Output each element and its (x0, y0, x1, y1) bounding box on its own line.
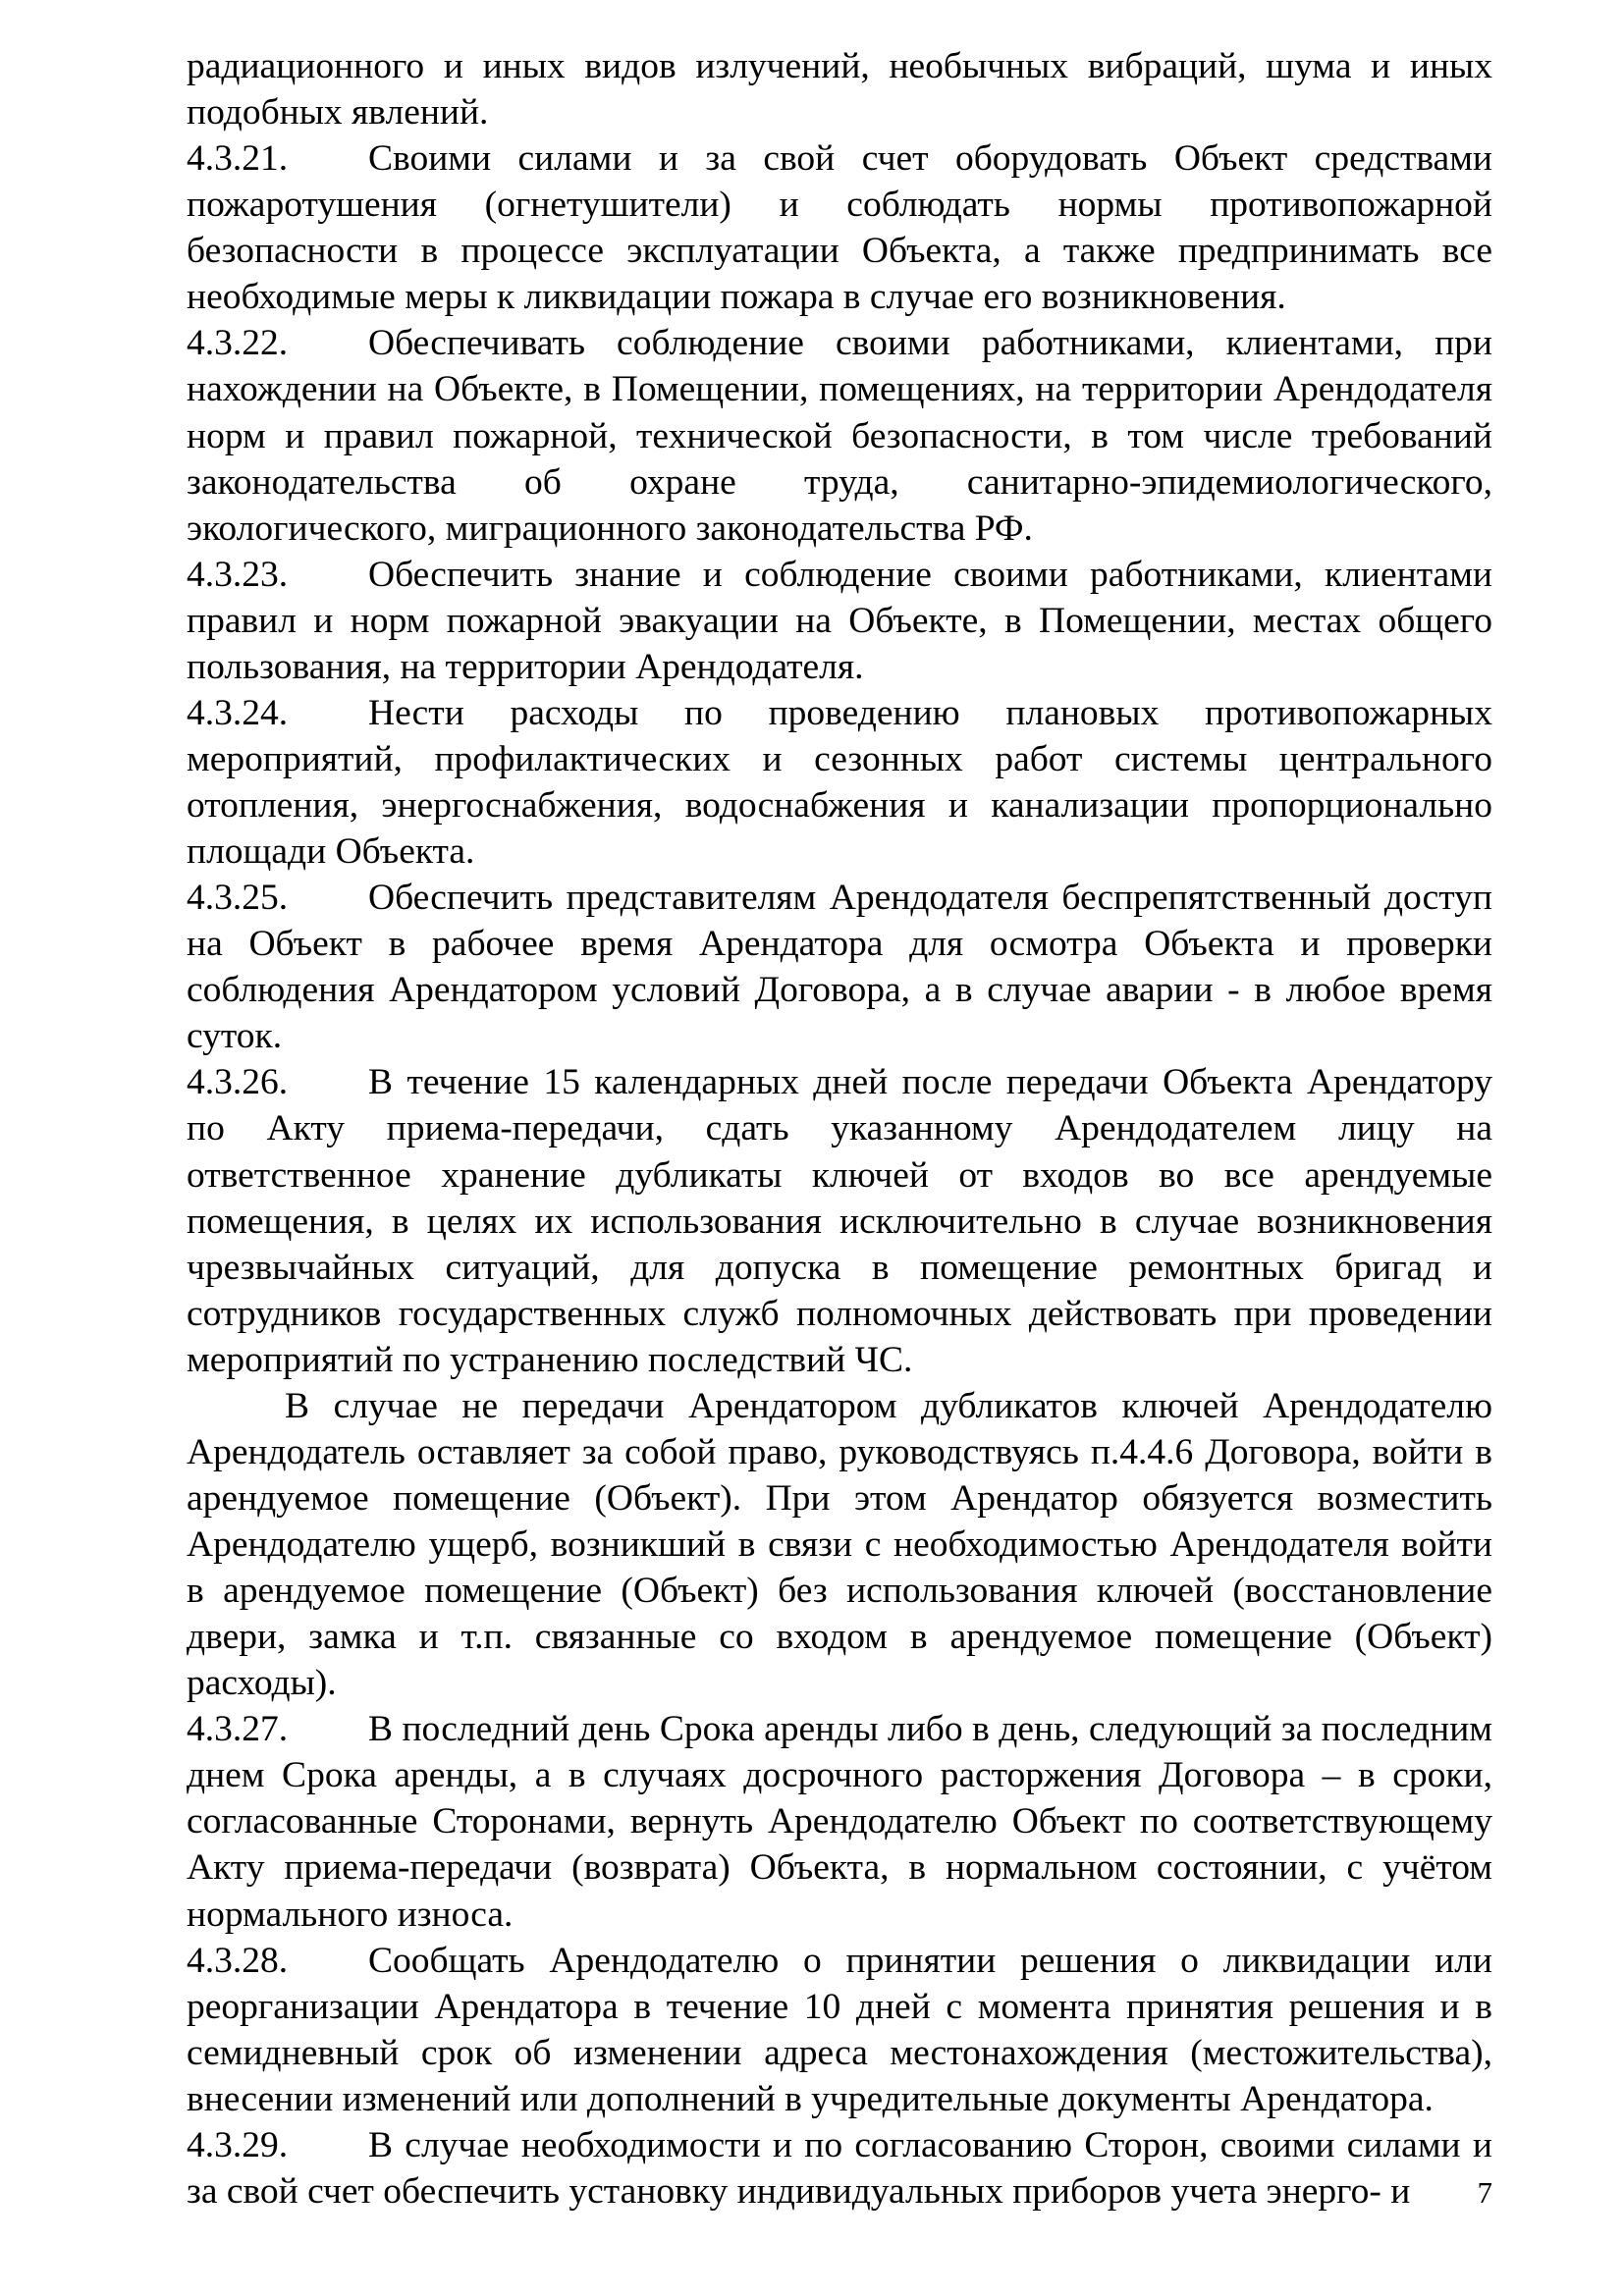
clause-paragraph (187, 875, 1492, 1059)
clause-number: 4.3.27. (187, 1709, 289, 1750)
clause-paragraph (187, 1938, 1492, 2122)
body-paragraph (187, 43, 1492, 135)
clause-text: В случае необходимости и по согласованию Сторон, своими силами и за свой счет обеспечить установку индивидуальных приборов учета энерго- и (187, 2124, 1492, 2212)
clause-text: Обеспечить знание и соблюдение своими работниками, клиентами правил и норм пожарной эвакуации на Объекте, в Помещении, местах общего пользования, на территории Арендодателя. (187, 554, 1492, 687)
body-paragraph (187, 1383, 1492, 1706)
clause-text: В последний день Срока аренды либо в день, следующий за последним днем Срока аренды, а в случаях досрочного расторжения Договора – в сроки, согласованные Сторонами, вернуть Арендодателю Объект по соответствующему Акту приема-передачи (возврата) Объекта, в нормальном состоянии, с учётом нормального износа. (187, 1709, 1492, 1935)
clause-text: В течение 15 календарных дней после передачи Объекта Арендатору по Акту приема-передачи, сдать указанному Арендодателем лицу на ответственное хранение дубликаты ключей от входов во все арендуемые помещения, в целях их использования исключительно в случае возникновения чрезвычайных ситуаций, для допуска в помещение ремонтных бригад и сотрудников государственных служб полномочных действовать при проведении мероприятий по устранению последствий ЧС. (187, 1062, 1492, 1380)
clause-text: Нести расходы по проведению плановых противопожарных мероприятий, профилактических и сезонных работ системы центрального отопления, энергоснабжения, водоснабжения и канализации пропорционально площади Объекта. (187, 692, 1492, 873)
clause-paragraph (187, 1059, 1492, 1382)
clause-number: 4.3.29. (187, 2124, 289, 2165)
clause-text: Сообщать Арендодателю о принятии решения о ликвидации или реорганизации Арендатора в течение 10 дней с момента принятия решения и в семидневный срок об изменении адреса местонахождения (местожительства), внесении изменений или дополнений в учредительные документы Арендатора. (187, 1940, 1492, 2119)
page-number: 7 (1477, 2175, 1492, 2210)
clause-paragraph (187, 552, 1492, 690)
clause-text: В случае не передачи Арендатором дубликатов ключей Арендодателю Арендодатель оставляет за собой право, руководствуясь п.4.4.6 Договора, войти в арендуемое помещение (Объект). При этом Арендатор обязуется возместить Арендодателю ущерб, возникший в связи с необходимостью Арендодателя войти в арендуемое помещение (Объект) без использования ключей (восстановление двери, замка и т.п. связанные со входом в арендуемое помещение (Объект) расходы). (187, 1385, 1492, 1704)
clause-text: Своими силами и за свой счет оборудовать Объект средствами пожаротушения (огнетушители) и соблюдать нормы противопожарной безопасности в процессе эксплуатации Объекта, а также предпринимать все необходимые меры к ликвидации пожара в случае его возникновения. (187, 138, 1492, 318)
clause-number: 4.3.28. (187, 1940, 289, 1981)
page-number-footer (187, 2177, 1492, 2208)
clause-number: 4.3.23. (187, 554, 289, 595)
clause-paragraph (187, 135, 1492, 320)
clause-number: 4.3.22. (187, 323, 289, 364)
clause-number: 4.3.24. (187, 692, 289, 733)
document-body (187, 43, 1492, 2215)
clause-number: 4.3.26. (187, 1062, 289, 1103)
clause-text: Обеспечивать соблюдение своими работниками, клиентами, при нахождении на Объекте, в Помещении, помещениях, на территории Арендодателя норм и правил пожарной, технической безопасности, в том числе требований законодательства об охране труда, санитарно-эпидемиологического, экологического, миграционного законодательства РФ. (187, 323, 1492, 549)
clause-text: радиационного и иных видов излучений, необычных вибраций, шума и иных подобных явлений. (187, 46, 1492, 133)
clause-number: 4.3.21. (187, 138, 289, 180)
clause-paragraph (187, 1706, 1492, 1937)
clause-paragraph (187, 320, 1492, 551)
clause-paragraph (187, 690, 1492, 875)
clause-text: Обеспечить представителям Арендодателя беспрепятственный доступ на Объект в рабочее время Арендатора для осмотра Объекта и проверки соблюдения Арендатором условий Договора, а в случае аварии - в любое время суток. (187, 878, 1492, 1057)
clause-number: 4.3.25. (187, 878, 289, 919)
